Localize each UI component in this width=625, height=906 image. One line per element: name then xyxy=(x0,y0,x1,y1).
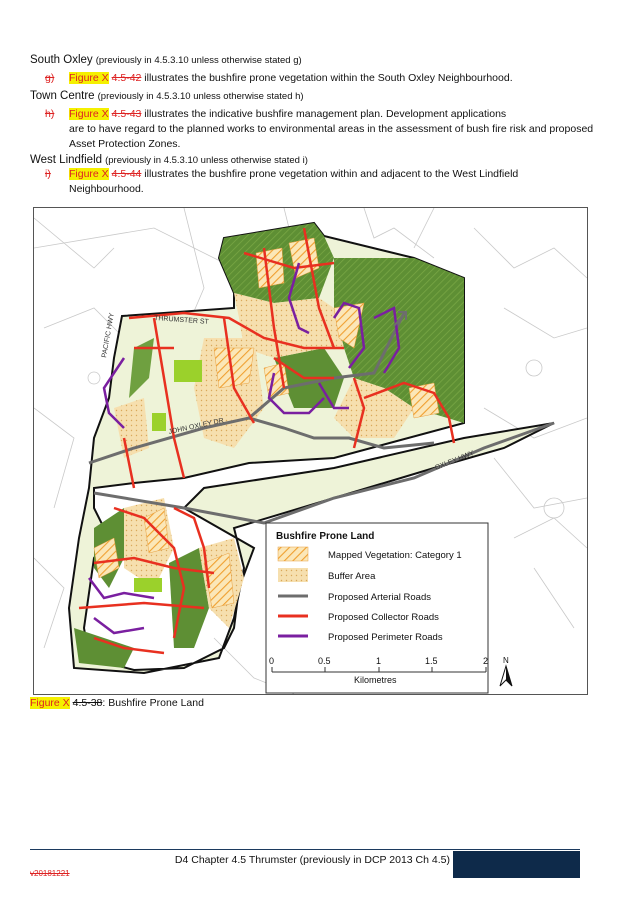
figure-ref: Figure X xyxy=(69,72,109,84)
legend-label-arterial: Proposed Arterial Roads xyxy=(328,592,431,603)
label-thrumster: THRUMSTER ST xyxy=(153,315,210,326)
legend-label-collector: Proposed Collector Roads xyxy=(328,612,439,623)
heading-west-lindfield: West Lindfield (previously in 4.5.3.10 unless otherwise stated i) xyxy=(30,154,308,166)
scale-tick-0: 0 xyxy=(269,656,275,666)
bushfire-map xyxy=(33,207,588,695)
version-label: v20181221 xyxy=(30,869,70,878)
legend-label-perimeter: Proposed Perimeter Roads xyxy=(328,632,443,643)
legend-swatch-vegetation xyxy=(278,547,308,561)
caption-figure-ref: Figure X xyxy=(30,697,70,709)
legend-title: Bushfire Prone Land xyxy=(276,531,375,542)
footer-block xyxy=(453,851,580,878)
legend-label-buffer: Buffer Area xyxy=(328,571,376,582)
svg-text:N: N xyxy=(503,656,509,665)
old-ref: 4.5-42 xyxy=(111,72,142,84)
heading-town-centre: Town Centre (previously in 4.5.3.10 unless otherwise stated h) xyxy=(30,90,304,102)
legend-label-vegetation: Mapped Vegetation: Category 1 xyxy=(328,550,462,561)
old-ref: 4.5-44 xyxy=(111,168,142,180)
figure-ref: Figure X xyxy=(69,108,109,120)
label-john-oxley: JOHN OXLEY DR xyxy=(167,417,225,436)
item-g: g) Figure X 4.5-42 illustrates the bushfire prone vegetation within the South Oxley Neighbourhood. xyxy=(45,72,513,84)
map-svg xyxy=(34,208,587,694)
figure-ref: Figure X xyxy=(69,168,109,180)
scale-tick-4: 2 xyxy=(483,656,489,666)
scale-tick-3: 1.5 xyxy=(425,656,438,666)
legend xyxy=(266,523,488,693)
scale-tick-2: 1 xyxy=(376,656,382,666)
scale-unit: Kilometres xyxy=(354,675,397,685)
item-h: h) Figure X 4.5-43 illustrates the indicative bushfire management plan. Development applications are to have regard to the planned works to environmental areas in the assessment of bush fire risk and proposed Asset Protection Zones. xyxy=(45,108,594,150)
label-pacific: PACIFIC HWY xyxy=(101,312,116,359)
label-oxley-hwy: OXLEY HWY xyxy=(434,449,476,472)
scale-tick-1: 0.5 xyxy=(318,656,331,666)
footer-text: D4 Chapter 4.5 Thrumster (previously in DCP 2013 Ch 4.5) xyxy=(174,854,450,866)
figure-caption: Figure X 4.5-38: Bushfire Prone Land xyxy=(30,697,204,709)
north-arrow-icon xyxy=(500,656,512,686)
footer-rule xyxy=(30,849,580,850)
heading-south-oxley: South Oxley (previously in 4.5.3.10 unless otherwise stated g) xyxy=(30,54,302,66)
caption-old-ref: 4.5-38 xyxy=(72,697,103,709)
item-i: i) Figure X 4.5-44 illustrates the bushfire prone vegetation within and adjacent to the West Lindfield Neighbourhood. xyxy=(45,168,519,195)
old-ref: 4.5-43 xyxy=(111,108,142,120)
legend-swatch-buffer xyxy=(278,568,308,582)
